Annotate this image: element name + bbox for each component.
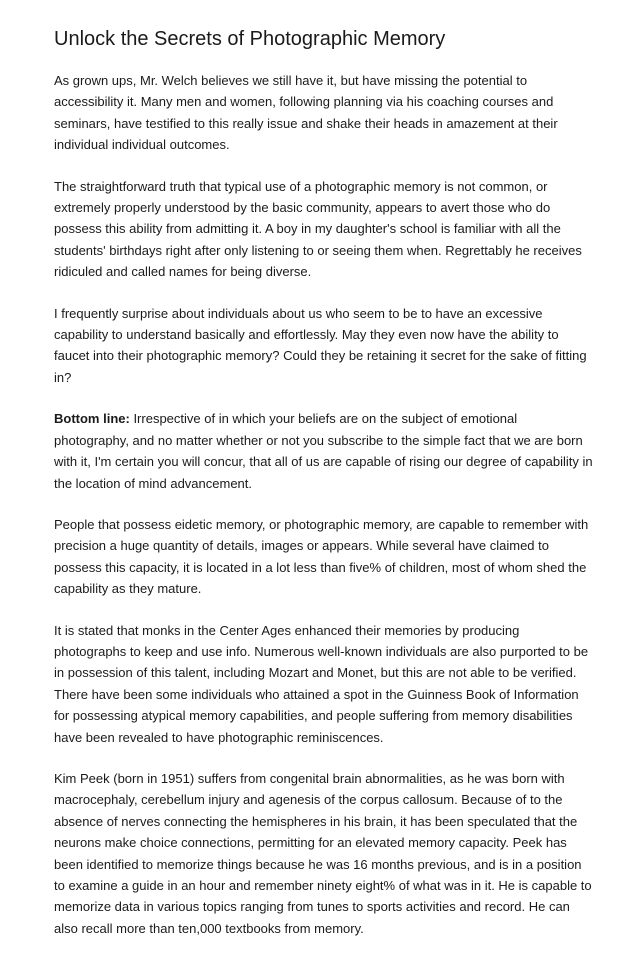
bottom-line-lead: Bottom line: — [54, 411, 130, 427]
paragraph-bottom-line — [54, 408, 594, 494]
paragraph-grown-ups: As grown ups, Mr. Welch believes we still have it, but have missing the potential to accessibility it. Many men and women, following planning via his coaching courses and seminars, have testified to this really issue and shake their heads in amazement at their individual individual outcomes. — [54, 73, 558, 153]
paragraph-straightforward-truth: The straightforward truth that typical use of a photographic memory is not common, or extremely properly understood by the basic community, appears to avert those who do possess this ability from admitting it. A boy in my daughter's school is familiar with all the students' birthdays right after only listening to or seeing them when. Regrettably he receives ridiculed and called names for being diverse. — [54, 178, 582, 280]
paragraph-kim-peek: Kim Peek (born in 1951) suffers from congenital brain abnormalities, as he was born with macrocephaly, cerebellum injury and agenesis of the corpus callosum. Because of to the absence of nerves connecting the hemispheres in his brain, it has been speculated that the neurons make choice connections, permitting for an elevated memory capacity. Peek has been identified to memorize things because he was 16 months previous, and is in a position to examine a guide in an hour and remember ninety eight% of what was in it. He is capable to memorize data in various topics ranging from tunes to sports activities and record. He can also recall more than ten,000 textbooks from memory. — [54, 770, 592, 936]
paragraph-eidetic-memory: People that possess eidetic memory, or photographic memory, are capable to remember with precision a huge quantity of details, images or appears. While several have claimed to possess this capacity, it is located in a lot less than five% of children, most of whom shed the capability as they mature. — [54, 516, 589, 597]
paragraph-frequently-surprise: I frequently surprise about individuals about us who seem to be to have an excessive capability to understand basically and effortlessly. May they even now have the ability to faucet into their photographic memory? Could they be retaining it secret for the sake of fitting in? — [54, 305, 587, 385]
bottom-line-text: Irrespective of in which your beliefs are on the subject of emotional photography, and no matter whether or not you subscribe to the simple fact that we are born with it, I'm certain you will concur, that all of us are capable of rising our degree of capability in the location of mind advancement. — [54, 411, 593, 491]
document-title: Unlock the Secrets of Photographic Memory — [54, 28, 446, 50]
document-page — [54, 26, 594, 959]
paragraph-monks-middle-ages: It is stated that monks in the Center Ages enhanced their memories by producing photographs to keep and use info. Numerous well-known individuals are also purported to be in possession of this talent, including Mozart and Monet, but this are not able to be verified. There have been some individuals who attained a spot in the Guinness Book of Information for possessing atypical memory capabilities, and people suffering from memory disabilities have been revealed to have photographic reminiscences. — [54, 622, 589, 745]
